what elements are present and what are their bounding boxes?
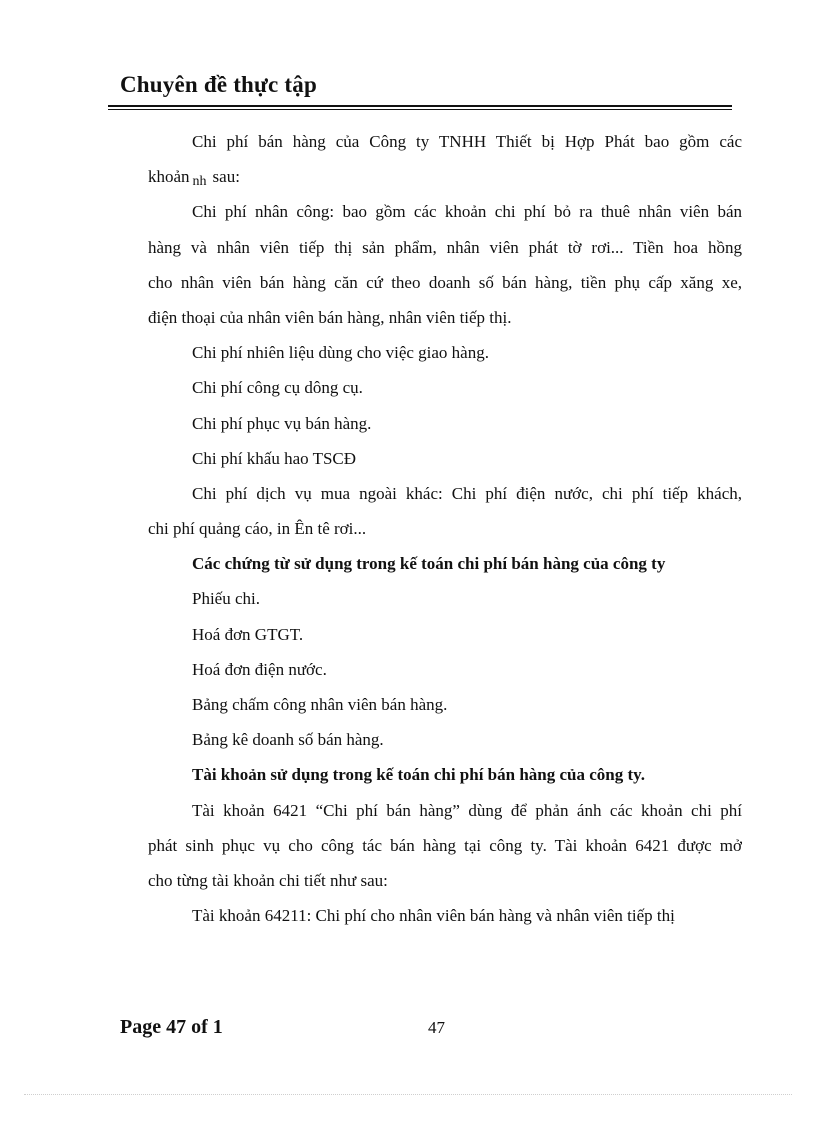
footer-page-label: Page 47 of 1 — [120, 1016, 223, 1038]
list-item: Hoá đơn điện nước. — [192, 659, 327, 679]
list-item: Bảng chấm công nhân viên bán hàng. — [192, 695, 448, 714]
section-heading-documents: Các chứng từ sử dụng trong kế toán chi phí bán hàng của công ty — [192, 554, 666, 574]
paragraph-line: cho từng tài khoản chi tiết như sau: — [148, 870, 388, 890]
paragraph-line: Chi phí bán hàng của Công ty TNHH Thiết bị Hợp Phát bao gồm các — [192, 132, 742, 151]
paragraph-line — [148, 159, 742, 194]
list-item: Bảng kê doanh số bán hàng. — [192, 730, 384, 750]
paragraph-line: điện thoại của nhân viên bán hàng, nhân viên tiếp thị. — [148, 307, 512, 327]
paragraph-line: cho nhân viên bán hàng căn cứ theo doanh số bán hàng, tiền phụ cấp xăng xe, — [148, 272, 742, 292]
paragraph-line: Chi phí dịch vụ mua ngoài khác: Chi phí điện nước, chi phí tiếp khách, — [192, 483, 742, 503]
paragraph-line: Chi phí phục vụ bán hàng. — [192, 413, 372, 433]
paragraph-line: Tài khoản 64211: Chi phí cho nhân viên bán hàng và nhân viên tiếp thị — [192, 906, 675, 926]
subscript-fragment: nh — [192, 174, 207, 190]
text-fragment: khoản — [148, 167, 190, 187]
header-rule-thin — [108, 109, 732, 110]
list-item: Phiếu chi. — [192, 589, 260, 609]
header-rule-thick — [108, 105, 732, 107]
footer-page-number: 47 — [428, 1018, 445, 1037]
paragraph-line: chi phí quảng cáo, in Ên tê rơi... — [148, 519, 367, 539]
paragraph-line: Tài khoản 6421 “Chi phí bán hàng” dùng để phản ánh các khoản chi phí — [192, 800, 742, 820]
section-heading-accounts: Tài khoản sử dụng trong kế toán chi phí bán hàng của công ty. — [192, 765, 645, 785]
paragraph-line: Chi phí nhiên liệu dùng cho việc giao hàng. — [192, 343, 489, 363]
page-bottom-divider — [24, 1094, 792, 1095]
document-body — [148, 124, 742, 933]
page-header-title: Chuyên đề thực tập — [120, 72, 317, 97]
paragraph-line: Chi phí khấu hao TSCĐ — [192, 448, 357, 468]
paragraph-line: hàng và nhân viên tiếp thị sản phẩm, nhân viên phát tờ rơi... Tiền hoa hồng — [148, 237, 742, 257]
text-fragment: sau: — [212, 167, 240, 187]
list-item: Hoá đơn GTGT. — [192, 624, 304, 644]
paragraph-line: Chi phí công cụ dông cụ. — [192, 378, 363, 398]
paragraph-line: phát sinh phục vụ cho công tác bán hàng tại công ty. Tài khoản 6421 được mở — [148, 835, 742, 855]
paragraph-line: Chi phí nhân công: bao gồm các khoản chi phí bỏ ra thuê nhân viên bán — [192, 202, 742, 222]
